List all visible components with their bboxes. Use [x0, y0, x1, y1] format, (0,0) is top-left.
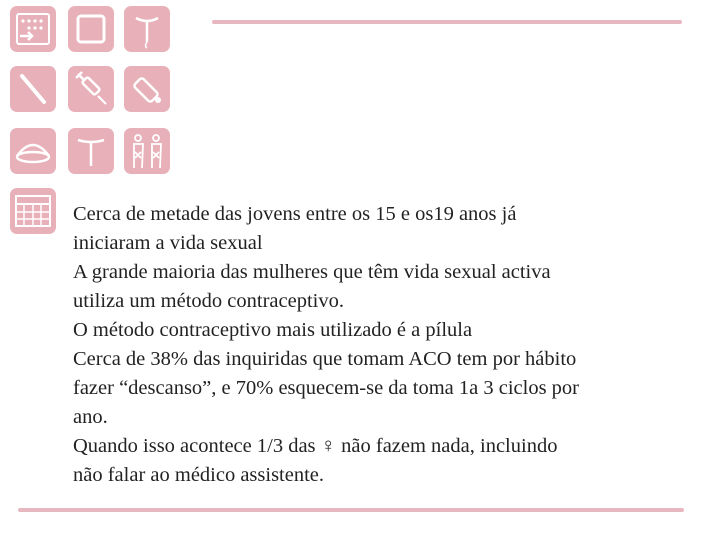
- text-line: Cerca de metade das jovens entre os 15 e os19 anos já: [73, 203, 517, 225]
- text-line: fazer “descanso”, e 70% esquecem-se da toma 1a 3 ciclos por: [73, 377, 580, 399]
- square-patch-icon: [68, 6, 114, 52]
- text-line: Cerca de 38% das inquiridas que tomam ACO tem por hábito: [73, 348, 577, 370]
- text-line: ano.: [73, 406, 108, 428]
- bottom-divider: [18, 508, 684, 512]
- vial-icon: [124, 66, 170, 112]
- top-divider: [212, 20, 682, 24]
- text-line: A grande maioria das mulheres que têm vida sexual activa: [73, 261, 551, 283]
- body-text: [73, 200, 693, 490]
- text-line: não falar ao médico assistente.: [73, 464, 325, 486]
- weekly-calendar-icon: [10, 188, 56, 234]
- syringe-icon: [68, 66, 114, 112]
- text-line: iniciaram a vida sexual: [73, 232, 263, 254]
- text-line: O método contraceptivo mais utilizado é a pílula: [73, 319, 473, 341]
- iud-t-icon: [68, 128, 114, 174]
- iud-icon: [124, 6, 170, 52]
- implant-rod-icon: [10, 66, 56, 112]
- calendar-arrow-icon: [10, 6, 56, 52]
- diaphragm-icon: [10, 128, 56, 174]
- sterilization-figures-icon: [124, 128, 170, 174]
- text-line: Quando isso acontece 1/3 das ♀ não fazem nada, incluindo: [73, 435, 558, 457]
- text-line: utiliza um método contraceptivo.: [73, 290, 344, 312]
